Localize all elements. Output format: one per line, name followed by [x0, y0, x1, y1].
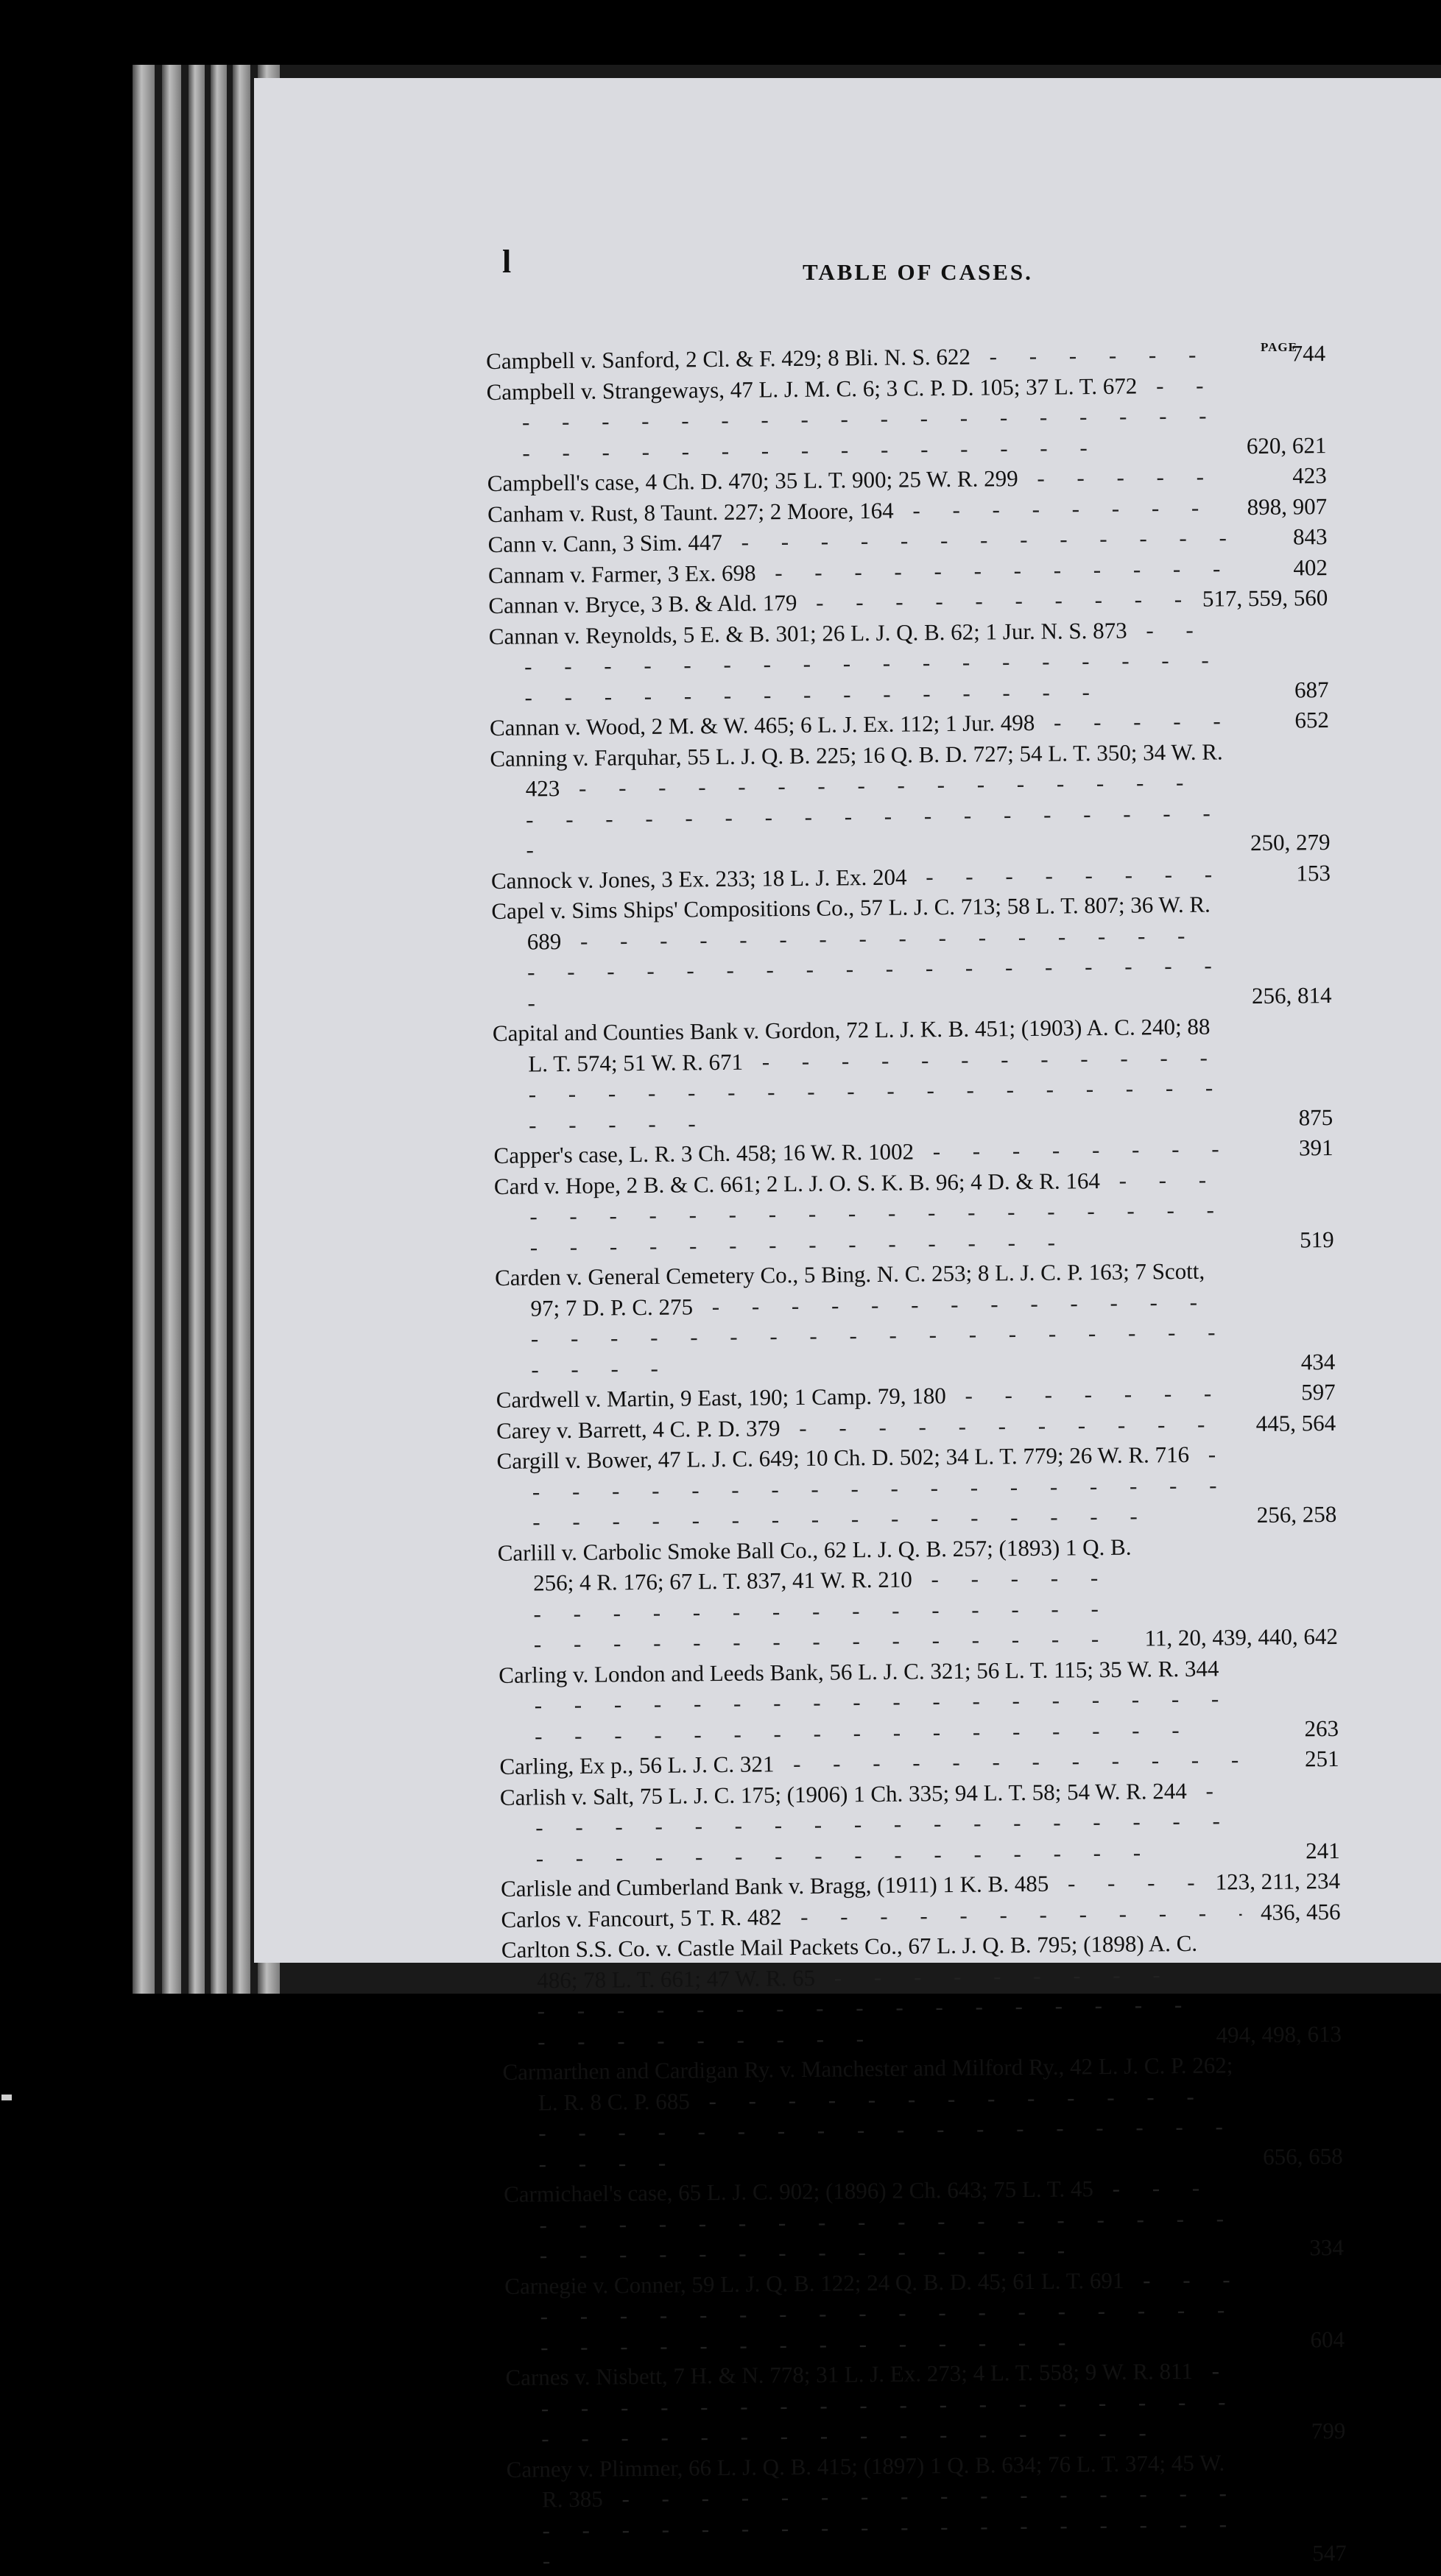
case-pages: 402: [1293, 554, 1328, 580]
case-citation: Carlish v. Salt, 75 L. J. C. 175; (1906) 1 Ch. 335; 94 L. T. 58; 54 W. R. 244 - - -: [500, 1775, 1241, 1874]
case-entry: [504, 2171, 1344, 2270]
page-column-label: PAGE: [1261, 340, 1297, 354]
case-entry: [502, 2049, 1343, 2179]
case-entry: [486, 369, 1326, 468]
case-citation: Cargill v. Bower, 47 L. J. C. 649; 10 Ch. D. 502; 34 L. T. 779; 26 W. R. 716 - - -: [496, 1439, 1238, 1537]
case-pages: 250, 279: [1250, 829, 1331, 856]
case-pages: 434: [1300, 1348, 1336, 1375]
case-pages: 687: [1294, 676, 1329, 702]
case-citation: Carnes v. Nisbett, 7 H. & N. 778; 31 L. J. Ex. 273; 4 L. T. 558; 9 W. R. 811 - - -: [505, 2355, 1247, 2454]
case-citation: Canham v. Rust, 8 Taunt. 227; 2 Moore, 164 - - -: [487, 492, 1228, 529]
case-citation: Capital and Counties Bank v. Gordon, 72 L. J. K. B. 451; (1903) A. C. 240; 88 L. T. 574; 51 W. R. 671 - - -: [493, 1011, 1235, 1140]
case-citation: Carlton S.S. Co. v. Castle Mail Packets Co., 67 L. J. Q. B. 795; (1898) A. C. 486; 78 L. T. 661; 47 W. R. 65 - - -: [501, 1928, 1206, 2057]
case-citation: Campbell's case, 4 Ch. D. 470; 35 L. T. 900; 25 W. R. 299 - - -: [487, 461, 1228, 498]
case-entry: [498, 1651, 1339, 1751]
case-pages: 604: [1310, 2326, 1345, 2352]
case-citation: Campbell v. Sanford, 2 Cl. & F. 429; 8 Bli. N. S. 622 - - -: [486, 339, 1227, 376]
running-header-title: TABLE OF CASES.: [803, 259, 1033, 285]
case-citation: Cannam v. Farmer, 3 Ex. 698 - - -: [488, 553, 1229, 590]
case-pages: 436, 456: [1260, 1898, 1341, 1925]
case-pages: 652: [1294, 707, 1330, 733]
case-pages: 898, 907: [1247, 493, 1328, 520]
case-pages: 123, 211, 234: [1215, 1867, 1341, 1895]
case-pages: 517, 559, 560: [1202, 585, 1328, 612]
case-pages: 875: [1298, 1104, 1333, 1130]
case-pages: 744: [1291, 340, 1326, 367]
case-citation: Cannan v. Wood, 2 M. & W. 465; 6 L. J. Ex. 112; 1 Jur. 498 - - -: [490, 705, 1230, 743]
case-entry: [490, 735, 1331, 866]
case-citation: Carling v. London and Leeds Bank, 56 L. J. C. 321; 56 L. T. 115; 35 W. R. 344 - - -: [498, 1653, 1240, 1751]
case-entry: [504, 2262, 1345, 2362]
case-entry: [495, 1255, 1336, 1385]
case-entry: [491, 888, 1332, 1018]
case-pages: 11, 20, 439, 440, 642: [1144, 1623, 1339, 1651]
case-citation: Campbell v. Strangeways, 47 L. J. M. C. 6; 3 C. P. D. 105; 37 L. T. 672 - - -: [486, 370, 1227, 468]
case-pages: 656, 658: [1262, 2142, 1343, 2170]
case-pages: 256, 258: [1256, 1500, 1337, 1528]
case-pages: 251: [1304, 1745, 1339, 1772]
case-entry: [505, 2354, 1345, 2454]
case-pages: 263: [1304, 1715, 1339, 1741]
case-citation: Carnegie v. Conner, 59 L. J. Q. B. 122; 24 Q. B. D. 45; 61 L. T. 691 - - -: [504, 2264, 1246, 2362]
case-citation: Carlisle and Cumberland Bank v. Bragg, (1911) 1 K. B. 485 - - -: [501, 1867, 1205, 1905]
case-citation: Carmichael's case, 65 L. J. C. 902; (1896) 2 Ch. 643; 75 L. T. 45 - - -: [504, 2172, 1245, 2270]
case-entry: [493, 1010, 1333, 1140]
case-pages: 445, 564: [1255, 1409, 1336, 1436]
case-citation: Carling, Ex p., 56 L. J. C. 321 - - -: [499, 1744, 1240, 1782]
case-citation: Cann v. Cann, 3 Sim. 447 - - -: [487, 522, 1228, 560]
case-citation: Carmarthen and Cardigan Ry. v. Manchester and Milford Ry., 42 L. J. C. P. 262; L. R. 8 C. P. 685 - - -: [502, 2050, 1244, 2179]
page-edge: [189, 65, 205, 1994]
page-edge: [211, 65, 227, 1994]
page-number: l: [502, 244, 512, 280]
case-citation: Carney v. Plimmer, 66 L. J. Q. B. 415; (1897) 1 Q. B. 634; 76 L. T. 374; 45 W. R. 385 - - -: [506, 2447, 1248, 2576]
case-pages: 843: [1292, 523, 1328, 550]
case-pages: 547: [1312, 2539, 1347, 2566]
case-pages: 423: [1292, 462, 1327, 489]
case-citation: Carlos v. Fancourt, 5 T. R. 482 - - -: [501, 1897, 1241, 1935]
case-citation: Card v. Hope, 2 B. & C. 661; 2 L. J. O. S. K. B. 96; 4 D. & R. 164 - - -: [494, 1164, 1236, 1263]
case-citation: Capper's case, L. R. 3 Ch. 458; 16 W. R. 1002 - - -: [493, 1133, 1234, 1171]
case-pages: 256, 814: [1251, 981, 1332, 1009]
case-pages: 620, 621: [1246, 431, 1327, 459]
case-entry: [498, 1529, 1339, 1659]
case-pages: 597: [1301, 1378, 1336, 1405]
case-citation: Cannan v. Bryce, 3 B. & Ald. 179 - - -: [488, 584, 1192, 621]
page-edge: [162, 65, 181, 1994]
cases-list: [486, 338, 1347, 2576]
case-entry: [506, 2446, 1347, 2576]
page-edge: [133, 65, 155, 1994]
case-pages: 799: [1311, 2417, 1346, 2444]
case-pages: 241: [1305, 1837, 1340, 1863]
case-entry: [494, 1163, 1334, 1263]
case-citation: Cardwell v. Martin, 9 East, 190; 1 Camp. 79, 180 - - -: [496, 1377, 1237, 1415]
case-pages: 494, 498, 613: [1216, 2020, 1342, 2048]
case-entry: [496, 1438, 1336, 1537]
case-citation: Cannock v. Jones, 3 Ex. 233; 18 L. J. Ex. 204 - - -: [491, 858, 1232, 896]
case-entry: [489, 613, 1329, 713]
case-pages: 391: [1298, 1135, 1333, 1161]
case-pages: 334: [1309, 2234, 1345, 2261]
case-citation: Carden v. General Cemetery Co., 5 Bing. N. C. 253; 8 L. J. C. P. 163; 7 Scott, 97; 7 D. P. C. 275 - - -: [495, 1255, 1237, 1385]
case-citation: Cannan v. Reynolds, 5 E. & B. 301; 26 L. J. Q. B. 62; 1 Jur. N. S. 873 - - -: [489, 614, 1230, 713]
case-entry: [501, 1927, 1342, 2057]
case-citation: Canning v. Farquhar, 55 L. J. Q. B. 225; 16 Q. B. D. 727; 54 L. T. 350; 34 W. R. 423 - - -: [490, 736, 1232, 866]
case-citation: Capel v. Sims Ships' Compositions Co., 57 L. J. C. 713; 58 L. T. 807; 36 W. R. 689 - - -: [491, 889, 1233, 1018]
case-pages: 519: [1300, 1226, 1334, 1252]
case-entry: [500, 1774, 1340, 1873]
case-pages: 153: [1296, 859, 1331, 886]
case-citation: Carey v. Barrett, 4 C. P. D. 379 - - -: [496, 1408, 1237, 1446]
scan-mark: [1, 2095, 12, 2100]
page-edge: [233, 65, 250, 1994]
case-citation: Carlill v. Carbolic Smoke Ball Co., 62 L. J. Q. B. 257; (1893) 1 Q. B. 256; 4 R. 176; 67 L. T. 837, 41 W. R. 210 - - -: [498, 1531, 1135, 1659]
